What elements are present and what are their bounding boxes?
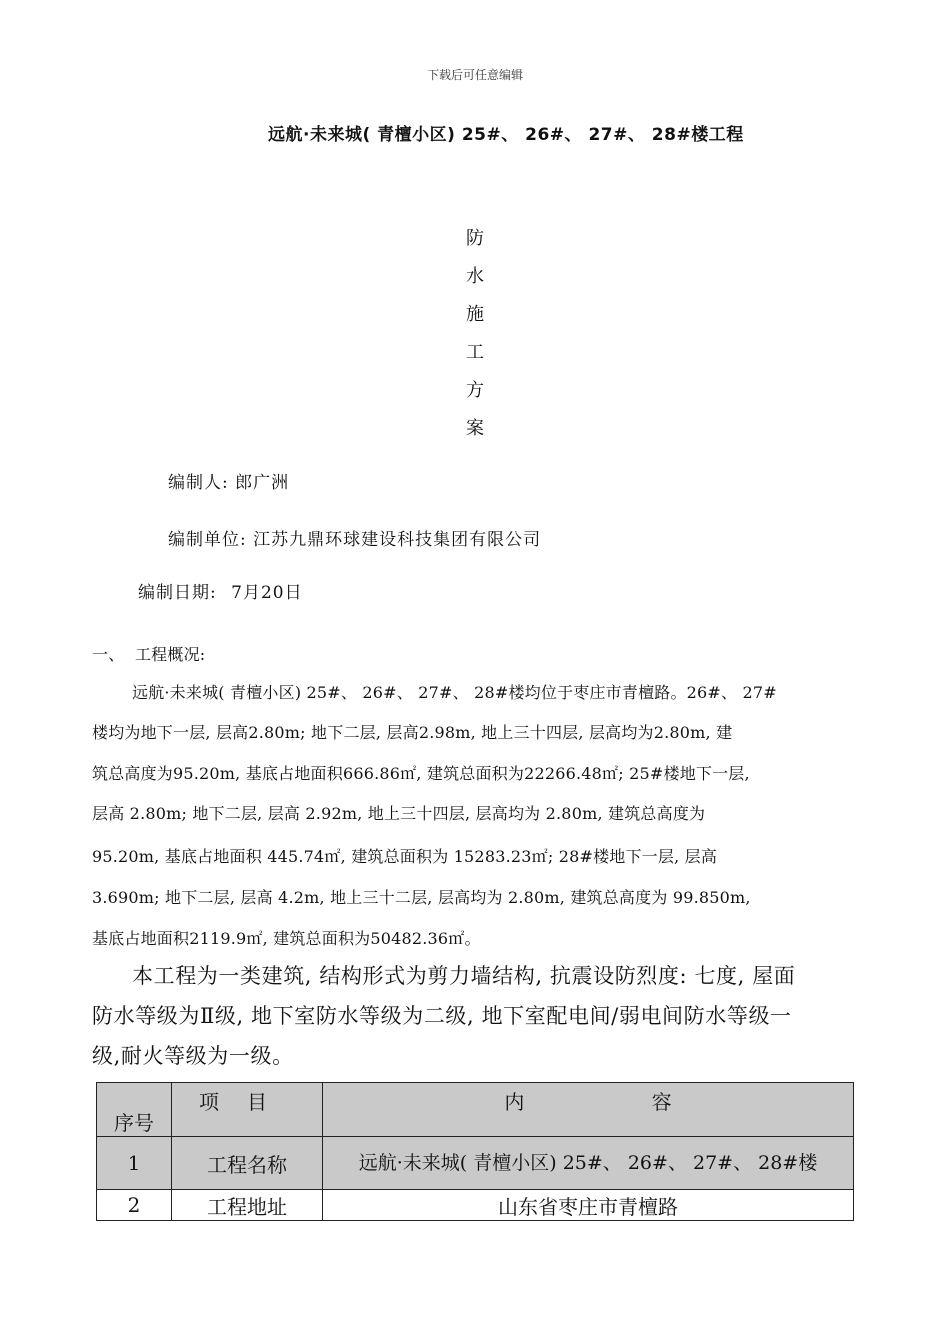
cell-content: 远航·未来城( 青檀小区) 25#、 26#、 27#、 28#楼 — [323, 1137, 854, 1190]
overview-line: 远航·未来城( 青檀小区) 25#、 26#、 27#、 28#楼均位于枣庄市青檀路。26#、 27# — [132, 683, 777, 702]
project-title: 远航·未来城( 青檀小区) 25#、 26#、 27#、 28#楼工程 — [268, 125, 744, 145]
unit-label: 编制单位: — [168, 530, 247, 550]
overview-line: 95.20m, 基底占地面积 445.74㎡, 建筑总面积为 15283.23㎡; 28#楼地下一层, 层高 — [92, 847, 718, 866]
title-char: 工 — [466, 342, 484, 363]
unit-value: 江苏九鼎环球建设科技集团有限公司 — [253, 530, 542, 550]
cell-item: 工程地址 — [172, 1190, 323, 1221]
header-content: 内 容 — [323, 1083, 854, 1137]
title-char: 防 — [466, 228, 484, 249]
header-item: 项目 — [172, 1083, 323, 1137]
table-row — [97, 1190, 854, 1221]
compiler-label: 编制人: — [168, 473, 229, 493]
compiler-row — [168, 468, 289, 493]
table-header-row — [97, 1083, 854, 1137]
header-note: 下载后可任意编辑 — [426, 68, 523, 82]
classification-line: 级,耐火等级为一级。 — [92, 1044, 294, 1068]
date-row — [138, 578, 303, 603]
project-info-table — [96, 1082, 854, 1221]
date-value: 7月20日 — [231, 583, 303, 603]
cell-no: 1 — [97, 1137, 172, 1190]
title-char: 方 — [466, 380, 484, 401]
overview-line: 筑总高度为95.20m, 基底占地面积666.86㎡, 建筑总面积为22266.48㎡; 25#楼地下一层, — [92, 764, 750, 783]
classification-line: 本工程为一类建筑, 结构形式为剪力墙结构, 抗震设防烈度: 七度, 屋面 — [132, 964, 796, 988]
compiler-value: 郎广洲 — [235, 473, 290, 493]
unit-row — [168, 525, 541, 550]
overview-line: 3.690m; 地下二层, 层高 4.2m, 地上三十二层, 层高均为 2.80m, 建筑总高度为 99.850m, — [92, 888, 751, 907]
title-char: 水 — [466, 266, 484, 287]
date-label: 编制日期: — [138, 583, 217, 603]
cell-content: 山东省枣庄市青檀路 — [323, 1190, 854, 1221]
cell-no: 2 — [97, 1190, 172, 1221]
overview-line: 楼均为地下一层, 层高2.80m; 地下二层, 层高2.98m, 地上三十四层, 层高均为2.80m, 建 — [92, 723, 733, 742]
table-row — [97, 1137, 854, 1190]
title-char: 案 — [466, 418, 484, 439]
overview-line: 层高 2.80m; 地下二层, 层高 2.92m, 地上三十四层, 层高均为 2.80m, 建筑总高度为 — [92, 804, 706, 823]
classification-line: 防水等级为Ⅱ级, 地下室防水等级为二级, 地下室配电间/弱电间防水等级一 — [92, 1004, 792, 1028]
overview-line: 基底占地面积2119.9㎡, 建筑总面积为50482.36㎡。 — [92, 929, 481, 948]
header-no: 序号 — [97, 1083, 172, 1137]
title-char: 施 — [466, 304, 484, 325]
section-heading: 一、 工程概况: — [92, 645, 206, 664]
cell-item: 工程名称 — [172, 1137, 323, 1190]
